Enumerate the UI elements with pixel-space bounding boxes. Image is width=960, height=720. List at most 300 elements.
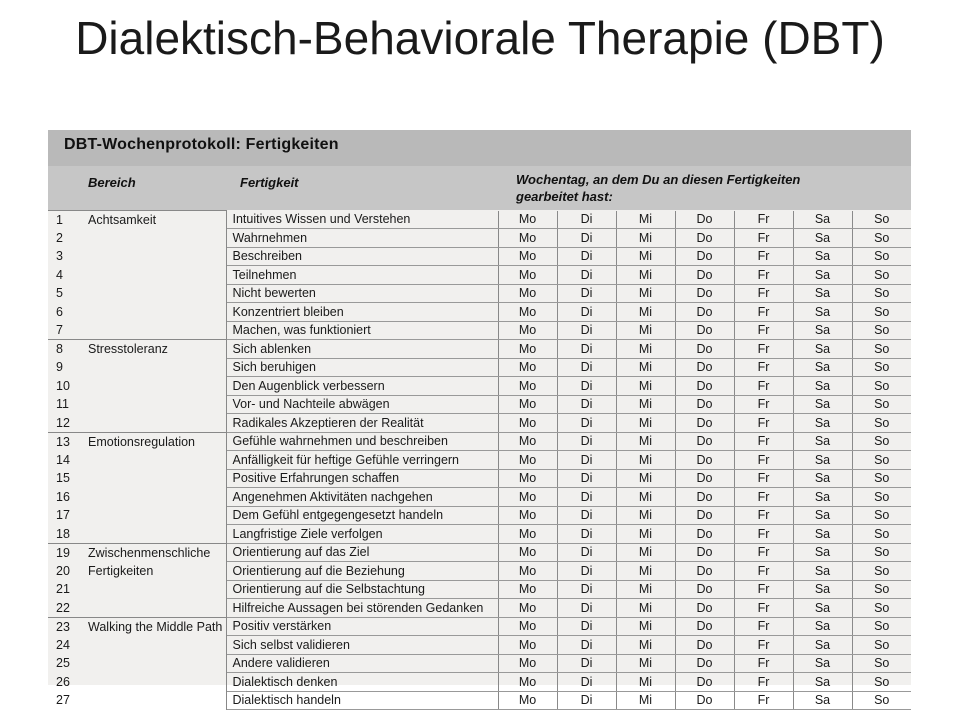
day-cell-mi[interactable]: Mi	[616, 543, 675, 562]
day-cell-di[interactable]: Di	[557, 636, 616, 655]
day-cell-do[interactable]: Do	[675, 247, 734, 266]
day-cell-mo[interactable]: Mo	[498, 340, 557, 359]
day-cell-sa[interactable]: Sa	[793, 247, 852, 266]
day-cell-so[interactable]: So	[852, 247, 911, 266]
day-cell-do[interactable]: Do	[675, 488, 734, 507]
day-cell-di[interactable]: Di	[557, 321, 616, 340]
bereich-cell	[80, 303, 226, 322]
day-cell-mo[interactable]: Mo	[498, 432, 557, 451]
day-cell-sa[interactable]: Sa	[793, 617, 852, 636]
skill-cell: Dem Gefühl entgegengesetzt handeln	[226, 506, 498, 525]
skill-cell: Teilnehmen	[226, 266, 498, 285]
day-cell-di[interactable]: Di	[557, 691, 616, 710]
day-cell-fr[interactable]: Fr	[734, 432, 793, 451]
bereich-cell	[80, 321, 226, 340]
day-cell-mo[interactable]: Mo	[498, 673, 557, 692]
table-row	[48, 562, 911, 581]
row-number: 11	[56, 397, 69, 412]
day-cell-di[interactable]: Di	[557, 562, 616, 581]
bereich-cell	[80, 358, 226, 377]
table-row	[48, 506, 911, 525]
day-cell-do[interactable]: Do	[675, 432, 734, 451]
skill-cell: Gefühle wahrnehmen und beschreiben	[226, 432, 498, 451]
row-number: 8	[48, 340, 80, 359]
day-cell-sa[interactable]: Sa	[793, 321, 852, 340]
day-cell-so[interactable]: So	[852, 414, 911, 433]
day-cell-sa[interactable]: Sa	[793, 377, 852, 396]
day-cell-sa[interactable]: Sa	[793, 691, 852, 710]
day-cell-mo[interactable]: Mo	[498, 284, 557, 303]
day-cell-so[interactable]: So	[852, 451, 911, 470]
day-cell-sa[interactable]: Sa	[793, 340, 852, 359]
day-cell-mo[interactable]: Mo	[498, 599, 557, 618]
table-row	[48, 617, 911, 636]
day-cell-fr[interactable]: Fr	[734, 229, 793, 248]
day-cell-sa[interactable]: Sa	[793, 229, 852, 248]
day-cell-do[interactable]: Do	[675, 506, 734, 525]
day-cell-fr[interactable]: Fr	[734, 691, 793, 710]
day-cell-so[interactable]: So	[852, 654, 911, 673]
table-row	[48, 451, 911, 470]
bereich-cell	[80, 469, 226, 488]
table-row	[48, 580, 911, 599]
day-cell-so[interactable]: So	[852, 691, 911, 710]
protocol-header-band	[48, 130, 911, 166]
header-fertigkeit: Fertigkeit	[240, 175, 299, 190]
day-cell-do[interactable]: Do	[675, 691, 734, 710]
table-row	[48, 247, 911, 266]
skill-cell: Angenehmen Aktivitäten nachgehen	[226, 488, 498, 507]
day-cell-do[interactable]: Do	[675, 617, 734, 636]
day-cell-di[interactable]: Di	[557, 599, 616, 618]
table-row	[48, 321, 911, 340]
day-cell-mi[interactable]: Mi	[616, 340, 675, 359]
table-row	[48, 654, 911, 673]
day-cell-fr[interactable]: Fr	[734, 377, 793, 396]
day-cell-do[interactable]: Do	[675, 358, 734, 377]
bereich-cell	[80, 414, 226, 433]
day-cell-fr[interactable]: Fr	[734, 358, 793, 377]
day-cell-fr[interactable]: Fr	[734, 284, 793, 303]
day-cell-so[interactable]: So	[852, 580, 911, 599]
table-row	[48, 525, 911, 544]
day-cell-sa[interactable]: Sa	[793, 636, 852, 655]
day-cell-di[interactable]: Di	[557, 377, 616, 396]
day-cell-mi[interactable]: Mi	[616, 358, 675, 377]
protocol-scan	[48, 130, 911, 708]
day-cell-mi[interactable]: Mi	[616, 691, 675, 710]
bereich-cell	[80, 599, 226, 618]
day-cell-mi[interactable]: Mi	[616, 414, 675, 433]
day-cell-sa[interactable]: Sa	[793, 673, 852, 692]
day-cell-di[interactable]: Di	[557, 358, 616, 377]
table-row	[48, 432, 911, 451]
day-cell-di[interactable]: Di	[557, 451, 616, 470]
bereich-cell	[80, 506, 226, 525]
day-cell-so[interactable]: So	[852, 636, 911, 655]
day-cell-mo[interactable]: Mo	[498, 562, 557, 581]
day-cell-fr[interactable]: Fr	[734, 673, 793, 692]
skill-cell: Konzentriert bleiben	[226, 303, 498, 322]
row-number: 2	[56, 230, 63, 245]
skill-cell: Positiv verstärken	[226, 617, 498, 636]
day-cell-do[interactable]: Do	[675, 211, 734, 229]
row-number: 19	[48, 543, 80, 562]
bereich-cell	[80, 247, 226, 266]
table-row	[48, 599, 911, 618]
day-cell-fr[interactable]: Fr	[734, 395, 793, 414]
day-cell-so[interactable]: So	[852, 562, 911, 581]
day-cell-do[interactable]: Do	[675, 562, 734, 581]
day-cell-do[interactable]: Do	[675, 395, 734, 414]
header-wochentag-line1: Wochentag, an dem Du an diesen Fertigkeiten	[516, 172, 801, 187]
day-cell-sa[interactable]: Sa	[793, 211, 852, 229]
day-cell-fr[interactable]: Fr	[734, 636, 793, 655]
skill-cell: Vor- und Nachteile abwägen	[226, 395, 498, 414]
row-number: 26	[56, 674, 70, 689]
row-number: 27	[56, 693, 70, 708]
day-cell-mi[interactable]: Mi	[616, 451, 675, 470]
skill-cell: Machen, was funktioniert	[226, 321, 498, 340]
day-cell-mo[interactable]: Mo	[498, 321, 557, 340]
bereich-cell: Emotionsregulation	[80, 432, 226, 451]
day-cell-di[interactable]: Di	[557, 543, 616, 562]
bereich-cell	[80, 673, 226, 692]
bereich-cell	[80, 284, 226, 303]
day-cell-so[interactable]: So	[852, 377, 911, 396]
day-cell-do[interactable]: Do	[675, 377, 734, 396]
skill-cell: Radikales Akzeptieren der Realität	[226, 414, 498, 433]
day-cell-do[interactable]: Do	[675, 321, 734, 340]
day-cell-mi[interactable]: Mi	[616, 377, 675, 396]
row-number: 15	[56, 471, 70, 486]
skill-cell: Positive Erfahrungen schaffen	[226, 469, 498, 488]
day-cell-do[interactable]: Do	[675, 525, 734, 544]
skill-cell: Sich ablenken	[226, 340, 498, 359]
bereich-cell	[80, 266, 226, 285]
skill-cell: Nicht bewerten	[226, 284, 498, 303]
day-cell-do[interactable]: Do	[675, 340, 734, 359]
day-cell-mi[interactable]: Mi	[616, 229, 675, 248]
day-cell-di[interactable]: Di	[557, 488, 616, 507]
row-number: 3	[56, 249, 63, 264]
bereich-cell: Zwischenmenschliche	[80, 543, 226, 562]
skill-cell: Sich beruhigen	[226, 358, 498, 377]
row-number: 18	[56, 526, 70, 541]
day-cell-sa[interactable]: Sa	[793, 432, 852, 451]
skill-cell: Dialektisch denken	[226, 673, 498, 692]
day-cell-mi[interactable]: Mi	[616, 506, 675, 525]
row-number: 22	[56, 600, 70, 615]
day-cell-mi[interactable]: Mi	[616, 211, 675, 229]
day-cell-sa[interactable]: Sa	[793, 543, 852, 562]
row-number: 9	[56, 360, 63, 375]
day-cell-so[interactable]: So	[852, 358, 911, 377]
day-cell-fr[interactable]: Fr	[734, 340, 793, 359]
table-row	[48, 266, 911, 285]
day-cell-so[interactable]: So	[852, 211, 911, 229]
skills-table	[48, 210, 911, 710]
row-number: 4	[56, 267, 63, 282]
day-cell-mo[interactable]: Mo	[498, 229, 557, 248]
bereich-cell	[80, 654, 226, 673]
day-cell-mo[interactable]: Mo	[498, 266, 557, 285]
header-wochentag-line2: gearbeitet hast:	[516, 189, 613, 204]
day-cell-mo[interactable]: Mo	[498, 469, 557, 488]
day-cell-mi[interactable]: Mi	[616, 395, 675, 414]
day-cell-fr[interactable]: Fr	[734, 562, 793, 581]
day-cell-sa[interactable]: Sa	[793, 580, 852, 599]
day-cell-sa[interactable]: Sa	[793, 506, 852, 525]
day-cell-do[interactable]: Do	[675, 284, 734, 303]
row-number: 13	[48, 432, 80, 451]
day-cell-sa[interactable]: Sa	[793, 525, 852, 544]
day-cell-sa[interactable]: Sa	[793, 469, 852, 488]
table-row	[48, 395, 911, 414]
day-cell-di[interactable]: Di	[557, 211, 616, 229]
row-number: 20	[56, 563, 70, 578]
day-cell-di[interactable]: Di	[557, 506, 616, 525]
day-cell-mo[interactable]: Mo	[498, 580, 557, 599]
row-number: 5	[56, 286, 63, 301]
day-cell-di[interactable]: Di	[557, 525, 616, 544]
day-cell-do[interactable]: Do	[675, 599, 734, 618]
day-cell-mo[interactable]: Mo	[498, 525, 557, 544]
day-cell-mi[interactable]: Mi	[616, 321, 675, 340]
day-cell-mi[interactable]: Mi	[616, 599, 675, 618]
row-number: 21	[56, 582, 70, 597]
day-cell-sa[interactable]: Sa	[793, 599, 852, 618]
skill-cell: Orientierung auf die Beziehung	[226, 562, 498, 581]
table-row	[48, 543, 911, 562]
day-cell-mi[interactable]: Mi	[616, 247, 675, 266]
day-cell-mi[interactable]: Mi	[616, 284, 675, 303]
column-header-band	[48, 166, 911, 210]
day-cell-di[interactable]: Di	[557, 340, 616, 359]
day-cell-mi[interactable]: Mi	[616, 266, 675, 285]
day-cell-mi[interactable]: Mi	[616, 303, 675, 322]
day-cell-fr[interactable]: Fr	[734, 617, 793, 636]
day-cell-sa[interactable]: Sa	[793, 266, 852, 285]
bereich-cell	[80, 377, 226, 396]
row-number: 14	[56, 452, 70, 467]
table-row	[48, 673, 911, 692]
day-cell-mo[interactable]: Mo	[498, 211, 557, 229]
bereich-cell	[80, 451, 226, 470]
day-cell-di[interactable]: Di	[557, 266, 616, 285]
day-cell-sa[interactable]: Sa	[793, 414, 852, 433]
day-cell-di[interactable]: Di	[557, 284, 616, 303]
day-cell-so[interactable]: So	[852, 284, 911, 303]
day-cell-di[interactable]: Di	[557, 617, 616, 636]
protocol-title: DBT-Wochenprotokoll: Fertigkeiten	[64, 136, 339, 153]
day-cell-fr[interactable]: Fr	[734, 303, 793, 322]
day-cell-do[interactable]: Do	[675, 469, 734, 488]
day-cell-so[interactable]: So	[852, 543, 911, 562]
bereich-cell	[80, 580, 226, 599]
day-cell-do[interactable]: Do	[675, 303, 734, 322]
day-cell-sa[interactable]: Sa	[793, 358, 852, 377]
row-number: 1	[48, 211, 80, 229]
day-cell-di[interactable]: Di	[557, 469, 616, 488]
day-cell-fr[interactable]: Fr	[734, 266, 793, 285]
table-row	[48, 211, 911, 229]
day-cell-sa[interactable]: Sa	[793, 284, 852, 303]
day-cell-do[interactable]: Do	[675, 414, 734, 433]
day-cell-mi[interactable]: Mi	[616, 525, 675, 544]
skill-cell: Sich selbst validieren	[226, 636, 498, 655]
day-cell-mi[interactable]: Mi	[616, 488, 675, 507]
day-cell-sa[interactable]: Sa	[793, 654, 852, 673]
day-cell-di[interactable]: Di	[557, 395, 616, 414]
day-cell-sa[interactable]: Sa	[793, 451, 852, 470]
day-cell-so[interactable]: So	[852, 599, 911, 618]
day-cell-fr[interactable]: Fr	[734, 211, 793, 229]
row-number: 17	[56, 508, 70, 523]
day-cell-mo[interactable]: Mo	[498, 395, 557, 414]
skill-cell: Den Augenblick verbessern	[226, 377, 498, 396]
day-cell-mo[interactable]: Mo	[498, 303, 557, 322]
table-row	[48, 469, 911, 488]
bereich-cell	[80, 636, 226, 655]
day-cell-mi[interactable]: Mi	[616, 636, 675, 655]
day-cell-do[interactable]: Do	[675, 229, 734, 248]
row-number: 7	[56, 323, 63, 337]
day-cell-mi[interactable]: Mi	[616, 562, 675, 581]
bereich-cell: Walking the Middle Path	[80, 617, 226, 636]
day-cell-so[interactable]: So	[852, 617, 911, 636]
table-row	[48, 358, 911, 377]
day-cell-fr[interactable]: Fr	[734, 321, 793, 340]
day-cell-so[interactable]: So	[852, 525, 911, 544]
day-cell-mo[interactable]: Mo	[498, 617, 557, 636]
day-cell-di[interactable]: Di	[557, 229, 616, 248]
day-cell-do[interactable]: Do	[675, 673, 734, 692]
skill-cell: Beschreiben	[226, 247, 498, 266]
day-cell-di[interactable]: Di	[557, 414, 616, 433]
day-cell-mo[interactable]: Mo	[498, 358, 557, 377]
day-cell-mi[interactable]: Mi	[616, 673, 675, 692]
day-cell-do[interactable]: Do	[675, 451, 734, 470]
day-cell-so[interactable]: So	[852, 673, 911, 692]
day-cell-do[interactable]: Do	[675, 654, 734, 673]
day-cell-so[interactable]: So	[852, 469, 911, 488]
day-cell-fr[interactable]: Fr	[734, 599, 793, 618]
row-number: 24	[56, 637, 70, 652]
day-cell-so[interactable]: So	[852, 321, 911, 340]
table-row	[48, 284, 911, 303]
day-cell-mo[interactable]: Mo	[498, 636, 557, 655]
day-cell-sa[interactable]: Sa	[793, 562, 852, 581]
skill-cell: Dialektisch handeln	[226, 691, 498, 710]
day-cell-so[interactable]: So	[852, 229, 911, 248]
skill-cell: Andere validieren	[226, 654, 498, 673]
day-cell-fr[interactable]: Fr	[734, 580, 793, 599]
day-cell-do[interactable]: Do	[675, 266, 734, 285]
skill-cell: Langfristige Ziele verfolgen	[226, 525, 498, 544]
day-cell-so[interactable]: So	[852, 488, 911, 507]
table-row	[48, 303, 911, 322]
day-cell-fr[interactable]: Fr	[734, 414, 793, 433]
day-cell-so[interactable]: So	[852, 266, 911, 285]
day-cell-so[interactable]: So	[852, 432, 911, 451]
day-cell-do[interactable]: Do	[675, 580, 734, 599]
day-cell-sa[interactable]: Sa	[793, 395, 852, 414]
day-cell-mo[interactable]: Mo	[498, 506, 557, 525]
day-cell-fr[interactable]: Fr	[734, 488, 793, 507]
bereich-cell	[80, 229, 226, 248]
table-row	[48, 229, 911, 248]
day-cell-mo[interactable]: Mo	[498, 377, 557, 396]
day-cell-sa[interactable]: Sa	[793, 303, 852, 322]
day-cell-fr[interactable]: Fr	[734, 506, 793, 525]
skill-cell: Orientierung auf die Selbstachtung	[226, 580, 498, 599]
day-cell-so[interactable]: So	[852, 506, 911, 525]
day-cell-di[interactable]: Di	[557, 673, 616, 692]
day-cell-so[interactable]: So	[852, 395, 911, 414]
bereich-cell	[80, 488, 226, 507]
skill-cell: Hilfreiche Aussagen bei störenden Gedanken	[226, 599, 498, 618]
day-cell-fr[interactable]: Fr	[734, 247, 793, 266]
bereich-cell	[80, 395, 226, 414]
bereich-cell: Stresstoleranz	[80, 340, 226, 359]
day-cell-fr[interactable]: Fr	[734, 654, 793, 673]
bereich-cell: Achtsamkeit	[80, 211, 226, 229]
day-cell-mi[interactable]: Mi	[616, 580, 675, 599]
day-cell-di[interactable]: Di	[557, 247, 616, 266]
table-row	[48, 340, 911, 359]
day-cell-sa[interactable]: Sa	[793, 488, 852, 507]
day-cell-fr[interactable]: Fr	[734, 543, 793, 562]
row-number: 12	[56, 415, 70, 430]
bereich-cell: Fertigkeiten	[80, 562, 226, 581]
day-cell-mo[interactable]: Mo	[498, 691, 557, 710]
bereich-cell	[80, 525, 226, 544]
day-cell-mo[interactable]: Mo	[498, 451, 557, 470]
table-row	[48, 488, 911, 507]
day-cell-do[interactable]: Do	[675, 636, 734, 655]
day-cell-di[interactable]: Di	[557, 654, 616, 673]
day-cell-fr[interactable]: Fr	[734, 451, 793, 470]
row-number: 23	[48, 617, 80, 636]
day-cell-mo[interactable]: Mo	[498, 247, 557, 266]
day-cell-fr[interactable]: Fr	[734, 469, 793, 488]
day-cell-so[interactable]: So	[852, 303, 911, 322]
day-cell-di[interactable]: Di	[557, 580, 616, 599]
header-bereich: Bereich	[88, 175, 136, 190]
day-cell-mi[interactable]: Mi	[616, 654, 675, 673]
day-cell-so[interactable]: So	[852, 340, 911, 359]
skill-cell: Anfälligkeit für heftige Gefühle verringern	[226, 451, 498, 470]
day-cell-mo[interactable]: Mo	[498, 654, 557, 673]
day-cell-di[interactable]: Di	[557, 303, 616, 322]
table-row	[48, 414, 911, 433]
skill-cell: Wahrnehmen	[226, 229, 498, 248]
table-row	[48, 691, 911, 710]
day-cell-mi[interactable]: Mi	[616, 432, 675, 451]
day-cell-fr[interactable]: Fr	[734, 525, 793, 544]
day-cell-mi[interactable]: Mi	[616, 617, 675, 636]
day-cell-mi[interactable]: Mi	[616, 469, 675, 488]
row-number: 25	[56, 656, 70, 671]
day-cell-mo[interactable]: Mo	[498, 414, 557, 433]
slide-title: Dialektisch-Behaviorale Therapie (DBT)	[75, 12, 885, 64]
day-cell-do[interactable]: Do	[675, 543, 734, 562]
skill-cell: Orientierung auf das Ziel	[226, 543, 498, 562]
day-cell-mo[interactable]: Mo	[498, 488, 557, 507]
day-cell-di[interactable]: Di	[557, 432, 616, 451]
day-cell-mo[interactable]: Mo	[498, 543, 557, 562]
